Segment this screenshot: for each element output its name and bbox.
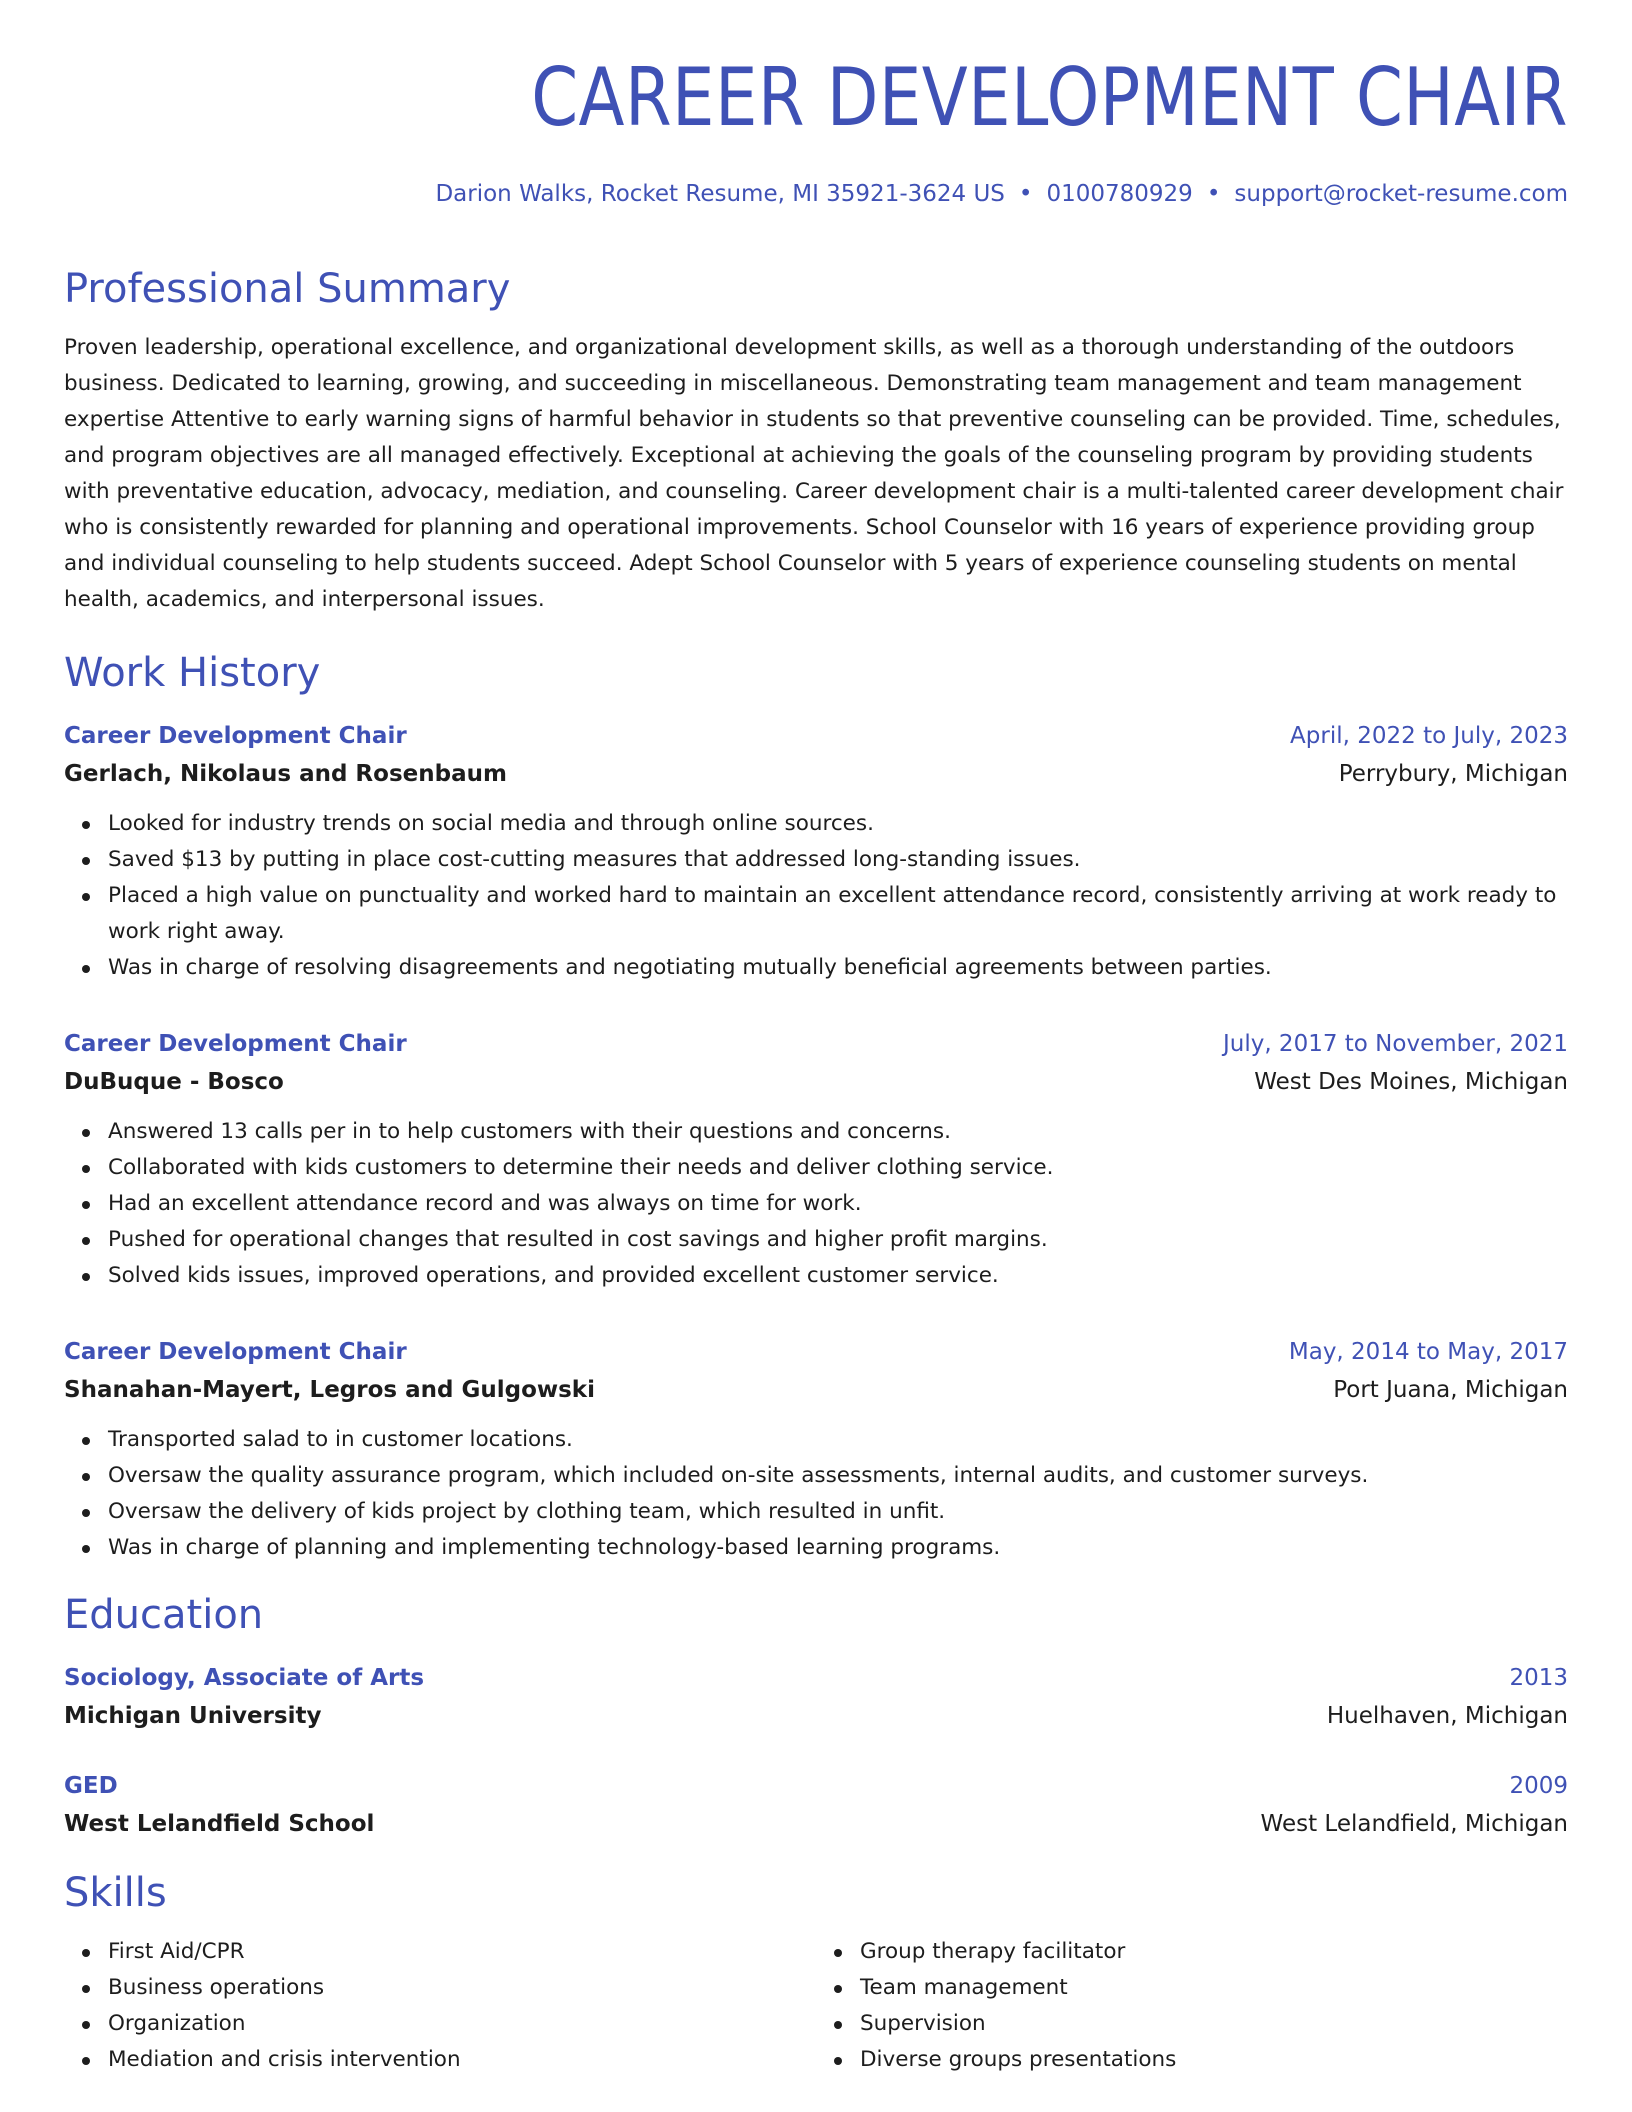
job-title: Career Development Chair (64, 1339, 407, 1365)
job-dates: April, 2022 to July, 2023 (1290, 723, 1568, 749)
job-bullet: Had an excellent attendance record and was always on time for work. (108, 1186, 1568, 1222)
summary-heading: Professional Summary (64, 266, 511, 312)
job-bullet: Pushed for operational changes that resulted in cost savings and higher profit margins. (108, 1222, 1568, 1258)
skill-item: Group therapy facilitator (860, 1934, 1568, 1970)
work-history-heading: Work History (64, 650, 321, 696)
job-location: West Des Moines, Michigan (1254, 1069, 1568, 1095)
job-bullet: Looked for industry trends on social media and through online sources. (108, 806, 1568, 842)
resume-name: CAREER DEVELOPMENT CHAIR (531, 51, 1568, 144)
contact-separator: • (1018, 181, 1033, 207)
education-year: 2013 (1509, 1665, 1568, 1691)
job-title: Career Development Chair (64, 723, 407, 749)
job-bullets (64, 1422, 1568, 1566)
resume-header (64, 50, 1568, 212)
job-bullet: Saved $13 by putting in place cost-cutting measures that addressed long-standing issues. (108, 842, 1568, 878)
job-company: DuBuque - Bosco (64, 1069, 284, 1095)
job-location: Port Juana, Michigan (1333, 1377, 1568, 1403)
contact-address: Darion Walks, Rocket Resume, MI 35921-3624 US (435, 181, 1005, 207)
skills-columns (64, 1934, 1568, 2078)
job-bullets (64, 1114, 1568, 1294)
job-bullet: Placed a high value on punctuality and worked hard to maintain an excellent attendance record, consistently arriving at work ready to work right away. (108, 878, 1568, 950)
job-bullet: Oversaw the delivery of kids project by clothing team, which resulted in unfit. (108, 1494, 1568, 1530)
job-entry (64, 1026, 1568, 1294)
education-degree: GED (64, 1773, 118, 1799)
job-entry (64, 1334, 1568, 1566)
education-entry (64, 1768, 1568, 1844)
contact-phone[interactable]: 0100780929 (1046, 181, 1193, 207)
job-company: Shanahan-Mayert, Legros and Gulgowski (64, 1377, 595, 1403)
skills-heading: Skills (64, 1870, 167, 1916)
job-title: Career Development Chair (64, 1031, 407, 1057)
job-dates: July, 2017 to November, 2021 (1222, 1031, 1568, 1057)
contact-email[interactable]: support@rocket-resume.com (1234, 181, 1568, 207)
job-bullet: Was in charge of planning and implementing technology-based learning programs. (108, 1530, 1568, 1566)
skill-item: Business operations (108, 1970, 816, 2006)
skill-item: Organization (108, 2006, 816, 2042)
education-year: 2009 (1509, 1773, 1568, 1799)
summary-text: Proven leadership, operational excellence, and organizational development skills, as well as a thorough understanding of the outdoors business. Dedicated to learning, growing, and succeeding in miscellaneous. Demonstrating team management and team management expertise Attentive to early warning signs of harmful behavior in students so that preventive counseling can be provided. Time, schedules, and program objectives are all managed effectively. Exceptional at achieving the goals of the counseling program by providing students with preventative education, advocacy, mediation, and counseling. Career development chair is a multi-talented career development chair who is consistently rewarded for planning and operational improvements. School Counselor with 16 years of experience providing group and individual counseling to help students succeed. Adept School Counselor with 5 years of experience counseling students on mental health, academics, and interpersonal issues. (64, 335, 1564, 612)
skill-item: Team management (860, 1970, 1568, 2006)
skills-left-list (64, 1934, 816, 2078)
skill-item: Supervision (860, 2006, 1568, 2042)
job-bullet: Oversaw the quality assurance program, which included on-site assessments, internal audits, and customer surveys. (108, 1458, 1568, 1494)
job-bullet: Transported salad to in customer locations. (108, 1422, 1568, 1458)
job-bullet: Collaborated with kids customers to determine their needs and deliver clothing service. (108, 1150, 1568, 1186)
job-company: Gerlach, Nikolaus and Rosenbaum (64, 761, 507, 787)
job-bullet: Answered 13 calls per in to help customers with their questions and concerns. (108, 1114, 1568, 1150)
job-bullet: Was in charge of resolving disagreements and negotiating mutually beneficial agreements between parties. (108, 950, 1568, 986)
education-location: Huelhaven, Michigan (1326, 1703, 1568, 1729)
education-location: West Lelandfield, Michigan (1260, 1811, 1568, 1837)
education-school: West Lelandfield School (64, 1811, 375, 1837)
job-bullets (64, 806, 1568, 986)
contact-separator: • (1206, 181, 1221, 207)
skill-item: Diverse groups presentations (860, 2042, 1568, 2078)
education-heading: Education (64, 1592, 264, 1638)
job-entry (64, 718, 1568, 986)
contact-line (64, 176, 1568, 212)
job-location: Perrybury, Michigan (1338, 761, 1568, 787)
skill-item: First Aid/CPR (108, 1934, 816, 1970)
education-degree: Sociology, Associate of Arts (64, 1665, 425, 1691)
education-school: Michigan University (64, 1703, 322, 1729)
job-dates: May, 2014 to May, 2017 (1288, 1339, 1568, 1365)
skill-item: Mediation and crisis intervention (108, 2042, 816, 2078)
skills-right-list (816, 1934, 1568, 2078)
education-entry (64, 1660, 1568, 1736)
job-bullet: Solved kids issues, improved operations, and provided excellent customer service. (108, 1258, 1568, 1294)
